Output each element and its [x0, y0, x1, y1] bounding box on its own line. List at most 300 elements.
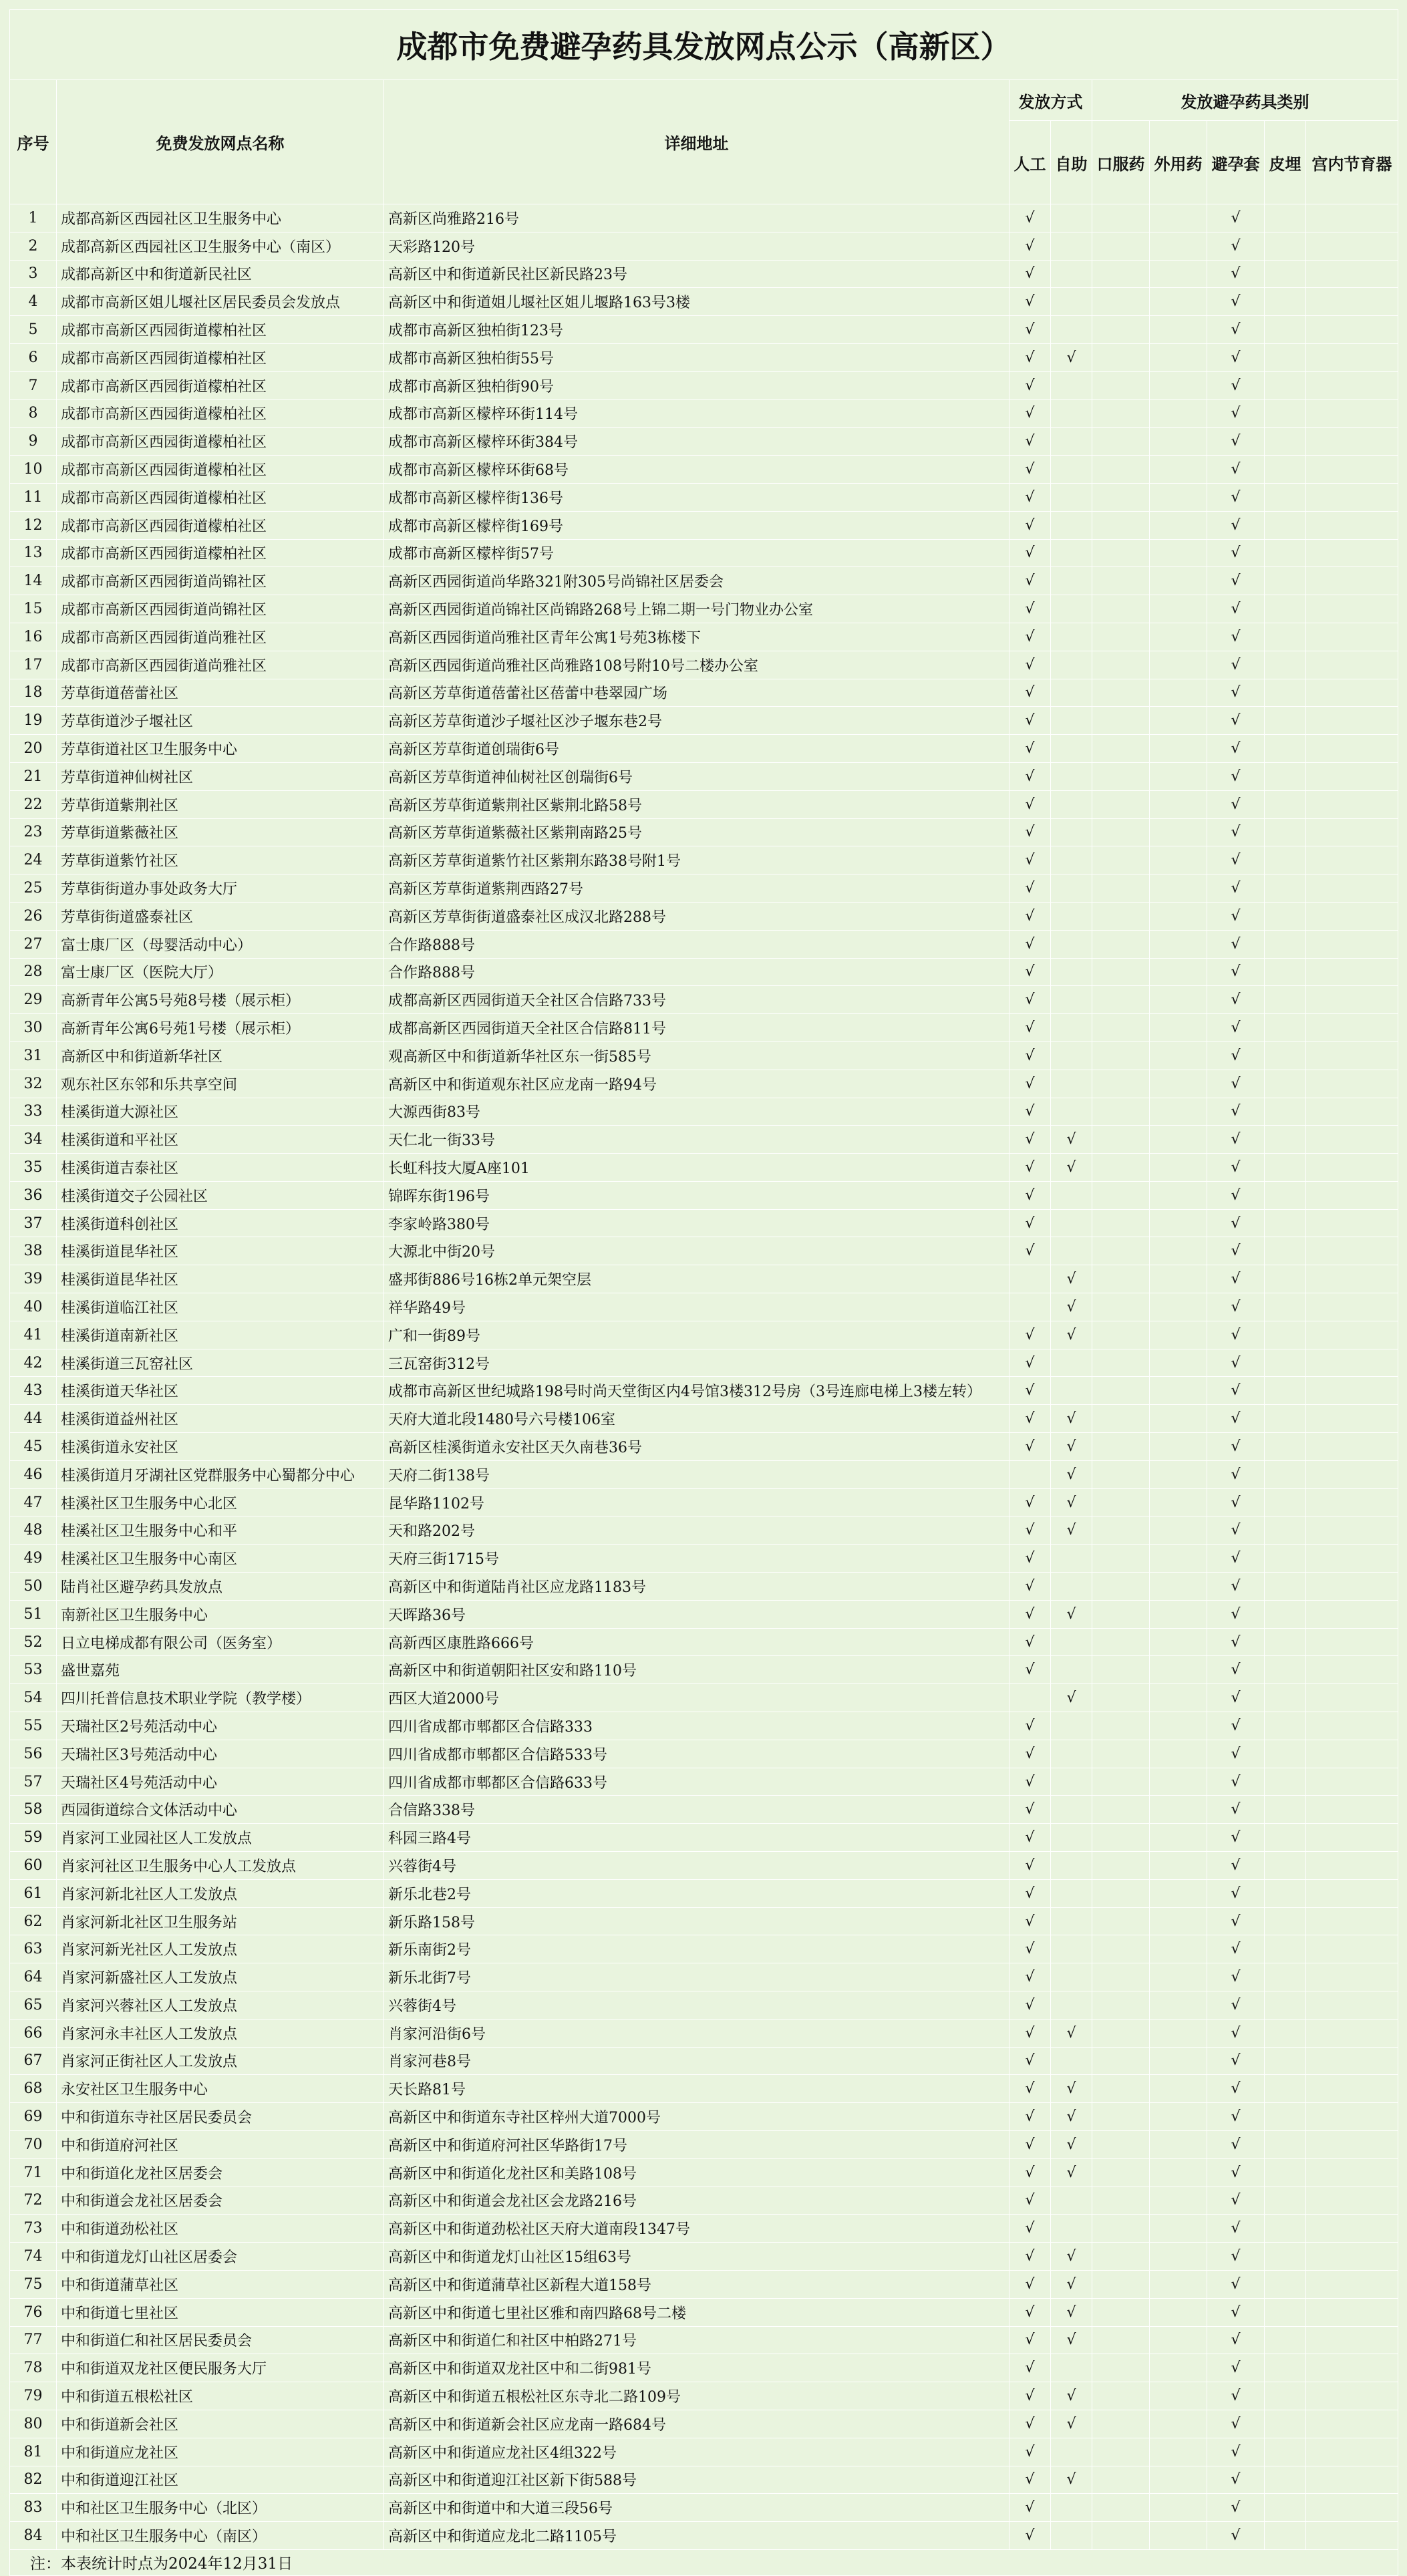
row-manual-check: √: [1009, 1768, 1051, 1796]
row-address: 李家岭路380号: [384, 1209, 1009, 1237]
row-oral-check: [1092, 1265, 1150, 1293]
row-address: 高新区芳草街道神仙树社区创瑞街6号: [384, 762, 1009, 790]
row-implant-check: [1265, 623, 1306, 651]
row-address: 四川省成都市郫都区合信路333: [384, 1712, 1009, 1740]
row-implant-check: [1265, 1321, 1306, 1349]
row-manual-check: √: [1009, 371, 1051, 399]
row-index: 23: [10, 818, 57, 846]
row-oral-check: [1092, 288, 1150, 316]
row-implant-check: [1265, 428, 1306, 456]
row-oral-check: [1092, 1852, 1150, 1880]
row-implant-check: [1265, 1349, 1306, 1377]
row-oral-check: [1092, 2047, 1150, 2075]
row-condom-check: √: [1207, 2047, 1265, 2075]
row-condom-check: √: [1207, 1154, 1265, 1182]
row-condom-check: √: [1207, 483, 1265, 511]
table-row: [10, 1712, 1398, 1740]
row-address: 高新区中和街道七里社区雅和南四路68号二楼: [384, 2298, 1009, 2326]
header-index: 序号: [10, 80, 57, 204]
row-outlet-name: 高新区中和街道新华社区: [57, 1041, 384, 1070]
row-external-check: [1150, 2158, 1207, 2187]
row-index: 8: [10, 399, 57, 428]
row-outlet-name: 中和街道会龙社区居委会: [57, 2187, 384, 2215]
row-index: 66: [10, 2019, 57, 2047]
row-implant-check: [1265, 1488, 1306, 1516]
table-row: [10, 930, 1398, 958]
row-condom-check: √: [1207, 762, 1265, 790]
row-address: 高新区中和街道龙灯山社区15组63号: [384, 2243, 1009, 2271]
footnote: 注：本表统计时点为2024年12月31日: [10, 2549, 1398, 2575]
row-index: 14: [10, 567, 57, 595]
row-external-check: [1150, 2466, 1207, 2494]
row-external-check: [1150, 1321, 1207, 1349]
row-external-check: [1150, 456, 1207, 484]
row-outlet-name: 西园街道综合文体活动中心: [57, 1796, 384, 1824]
row-self-service-check: [1051, 735, 1092, 763]
row-iud-check: [1306, 735, 1398, 763]
row-external-check: [1150, 1460, 1207, 1488]
row-index: 38: [10, 1237, 57, 1265]
row-condom-check: √: [1207, 707, 1265, 735]
row-iud-check: [1306, 1963, 1398, 1991]
row-oral-check: [1092, 2326, 1150, 2354]
table-row: [10, 1209, 1398, 1237]
row-oral-check: [1092, 2215, 1150, 2243]
row-condom-check: √: [1207, 1460, 1265, 1488]
row-index: 77: [10, 2326, 57, 2354]
row-oral-check: [1092, 1041, 1150, 1070]
row-self-service-check: [1051, 2438, 1092, 2466]
row-iud-check: [1306, 288, 1398, 316]
row-self-service-check: [1051, 1796, 1092, 1824]
row-address: 合作路888号: [384, 958, 1009, 986]
row-iud-check: [1306, 1684, 1398, 1712]
row-manual-check: √: [1009, 595, 1051, 623]
row-outlet-name: 成都市高新区西园街道檬柏社区: [57, 316, 384, 344]
row-outlet-name: 中和街道仁和社区居民委员会: [57, 2326, 384, 2354]
row-address: 高新区中和街道新会社区应龙南一路684号: [384, 2410, 1009, 2438]
table-row: [10, 1796, 1398, 1824]
row-address: 高新区中和街道会龙社区会龙路216号: [384, 2187, 1009, 2215]
row-implant-check: [1265, 930, 1306, 958]
row-outlet-name: 芳草街道紫薇社区: [57, 818, 384, 846]
row-oral-check: [1092, 1963, 1150, 1991]
row-outlet-name: 芳草街街道办事处政务大厅: [57, 874, 384, 903]
row-implant-check: [1265, 1041, 1306, 1070]
row-address: 高新区中和街道化龙社区和美路108号: [384, 2158, 1009, 2187]
row-external-check: [1150, 1768, 1207, 1796]
row-implant-check: [1265, 1963, 1306, 1991]
row-index: 29: [10, 986, 57, 1014]
table-row: [10, 1041, 1398, 1070]
row-implant-check: [1265, 2410, 1306, 2438]
row-address: 肖家河巷8号: [384, 2047, 1009, 2075]
row-external-check: [1150, 1963, 1207, 1991]
row-manual-check: √: [1009, 930, 1051, 958]
row-manual-check: √: [1009, 2326, 1051, 2354]
row-self-service-check: √: [1051, 1405, 1092, 1433]
row-index: 52: [10, 1628, 57, 1656]
row-condom-check: √: [1207, 1573, 1265, 1601]
row-external-check: [1150, 2522, 1207, 2550]
row-implant-check: [1265, 2354, 1306, 2382]
row-manual-check: √: [1009, 2047, 1051, 2075]
row-outlet-name: 中和街道劲松社区: [57, 2215, 384, 2243]
row-address: 广和一街89号: [384, 1321, 1009, 1349]
row-oral-check: [1092, 483, 1150, 511]
row-oral-check: [1092, 204, 1150, 232]
table-row: [10, 483, 1398, 511]
row-condom-check: √: [1207, 2522, 1265, 2550]
row-manual-check: [1009, 1684, 1051, 1712]
row-self-service-check: √: [1051, 2410, 1092, 2438]
row-self-service-check: [1051, 902, 1092, 930]
row-oral-check: [1092, 874, 1150, 903]
row-manual-check: √: [1009, 428, 1051, 456]
row-outlet-name: 永安社区卫生服务中心: [57, 2075, 384, 2103]
row-address: 高新区中和街道陆肖社区应龙路1183号: [384, 1573, 1009, 1601]
row-iud-check: [1306, 2130, 1398, 2158]
row-self-service-check: [1051, 1237, 1092, 1265]
row-index: 83: [10, 2494, 57, 2522]
row-index: 20: [10, 735, 57, 763]
table-row: [10, 623, 1398, 651]
row-external-check: [1150, 1852, 1207, 1880]
header-condom: 避孕套: [1207, 121, 1265, 204]
row-index: 44: [10, 1405, 57, 1433]
row-iud-check: [1306, 343, 1398, 371]
row-manual-check: √: [1009, 288, 1051, 316]
row-address: 高新区中和街道观东社区应龙南一路94号: [384, 1070, 1009, 1098]
table-row: [10, 511, 1398, 539]
table-row: [10, 1824, 1398, 1852]
row-self-service-check: √: [1051, 2158, 1092, 2187]
row-manual-check: [1009, 1293, 1051, 1321]
row-external-check: [1150, 1991, 1207, 2020]
row-manual-check: √: [1009, 2494, 1051, 2522]
row-oral-check: [1092, 2354, 1150, 2382]
row-condom-check: √: [1207, 2075, 1265, 2103]
row-iud-check: [1306, 204, 1398, 232]
row-outlet-name: 高新青年公寓5号苑8号楼（展示柜）: [57, 986, 384, 1014]
row-condom-check: √: [1207, 260, 1265, 288]
row-implant-check: [1265, 1154, 1306, 1182]
row-condom-check: √: [1207, 2243, 1265, 2271]
row-self-service-check: [1051, 260, 1092, 288]
row-manual-check: √: [1009, 1879, 1051, 1907]
row-external-check: [1150, 288, 1207, 316]
row-oral-check: [1092, 846, 1150, 874]
row-implant-check: [1265, 2158, 1306, 2187]
table-row: [10, 2075, 1398, 2103]
row-index: 45: [10, 1433, 57, 1461]
row-manual-check: √: [1009, 399, 1051, 428]
row-external-check: [1150, 735, 1207, 763]
row-external-check: [1150, 2103, 1207, 2131]
row-implant-check: [1265, 1405, 1306, 1433]
row-external-check: [1150, 1405, 1207, 1433]
row-external-check: [1150, 204, 1207, 232]
row-external-check: [1150, 1545, 1207, 1573]
row-address: 成都市高新区檬梓街57号: [384, 539, 1009, 567]
row-manual-check: √: [1009, 567, 1051, 595]
row-iud-check: [1306, 1041, 1398, 1070]
table-row: [10, 2158, 1398, 2187]
table-row: [10, 2522, 1398, 2550]
table-row: [10, 371, 1398, 399]
row-iud-check: [1306, 874, 1398, 903]
row-outlet-name: 桂溪街道科创社区: [57, 1209, 384, 1237]
row-index: 17: [10, 651, 57, 679]
row-outlet-name: 中和街道龙灯山社区居委会: [57, 2243, 384, 2271]
row-index: 57: [10, 1768, 57, 1796]
row-manual-check: √: [1009, 2466, 1051, 2494]
row-outlet-name: 天瑞社区2号苑活动中心: [57, 1712, 384, 1740]
row-manual-check: √: [1009, 1935, 1051, 1963]
row-iud-check: [1306, 986, 1398, 1014]
row-condom-check: √: [1207, 428, 1265, 456]
row-external-check: [1150, 1712, 1207, 1740]
row-external-check: [1150, 2382, 1207, 2410]
row-iud-check: [1306, 1656, 1398, 1684]
row-index: 18: [10, 679, 57, 707]
row-self-service-check: √: [1051, 343, 1092, 371]
row-outlet-name: 成都市高新区西园街道檬柏社区: [57, 343, 384, 371]
row-oral-check: [1092, 456, 1150, 484]
row-oral-check: [1092, 762, 1150, 790]
row-index: 31: [10, 1041, 57, 1070]
row-external-check: [1150, 1740, 1207, 1768]
table-row: [10, 651, 1398, 679]
row-external-check: [1150, 1628, 1207, 1656]
row-iud-check: [1306, 1991, 1398, 2020]
table-row: [10, 2298, 1398, 2326]
row-implant-check: [1265, 762, 1306, 790]
row-external-check: [1150, 2494, 1207, 2522]
row-outlet-name: 中和街道双龙社区便民服务大厅: [57, 2354, 384, 2382]
row-self-service-check: √: [1051, 1600, 1092, 1628]
row-index: 37: [10, 1209, 57, 1237]
row-implant-check: [1265, 316, 1306, 344]
row-external-check: [1150, 2130, 1207, 2158]
row-manual-check: √: [1009, 735, 1051, 763]
row-outlet-name: 成都市高新区西园街道檬柏社区: [57, 539, 384, 567]
row-implant-check: [1265, 232, 1306, 260]
row-condom-check: √: [1207, 1265, 1265, 1293]
row-iud-check: [1306, 1879, 1398, 1907]
row-implant-check: [1265, 1628, 1306, 1656]
row-iud-check: [1306, 2103, 1398, 2131]
row-index: 60: [10, 1852, 57, 1880]
row-outlet-name: 肖家河兴蓉社区人工发放点: [57, 1991, 384, 2020]
row-outlet-name: 中和街道府河社区: [57, 2130, 384, 2158]
row-index: 69: [10, 2103, 57, 2131]
row-external-check: [1150, 232, 1207, 260]
row-manual-check: √: [1009, 790, 1051, 818]
row-index: 58: [10, 1796, 57, 1824]
table-row: [10, 260, 1398, 288]
row-manual-check: √: [1009, 1573, 1051, 1601]
row-iud-check: [1306, 2270, 1398, 2298]
row-index: 5: [10, 316, 57, 344]
row-manual-check: √: [1009, 623, 1051, 651]
table-row: [10, 288, 1398, 316]
row-implant-check: [1265, 2075, 1306, 2103]
row-condom-check: √: [1207, 1070, 1265, 1098]
row-manual-check: √: [1009, 1070, 1051, 1098]
row-external-check: [1150, 1488, 1207, 1516]
row-external-check: [1150, 762, 1207, 790]
row-address: 高新西区康胜路666号: [384, 1628, 1009, 1656]
row-manual-check: √: [1009, 1628, 1051, 1656]
row-implant-check: [1265, 1460, 1306, 1488]
row-oral-check: [1092, 567, 1150, 595]
row-iud-check: [1306, 1209, 1398, 1237]
row-iud-check: [1306, 958, 1398, 986]
table-row: [10, 2270, 1398, 2298]
row-external-check: [1150, 2187, 1207, 2215]
row-self-service-check: [1051, 1824, 1092, 1852]
row-iud-check: [1306, 2158, 1398, 2187]
row-external-check: [1150, 595, 1207, 623]
row-index: 21: [10, 762, 57, 790]
row-index: 41: [10, 1321, 57, 1349]
row-outlet-name: 富士康厂区（母婴活动中心）: [57, 930, 384, 958]
row-condom-check: √: [1207, 735, 1265, 763]
row-address: 高新区芳草街道沙子堰社区沙子堰东巷2号: [384, 707, 1009, 735]
row-outlet-name: 肖家河新光社区人工发放点: [57, 1935, 384, 1963]
row-condom-check: √: [1207, 679, 1265, 707]
row-self-service-check: [1051, 1181, 1092, 1209]
row-iud-check: [1306, 818, 1398, 846]
table-row: [10, 846, 1398, 874]
row-implant-check: [1265, 2298, 1306, 2326]
row-condom-check: √: [1207, 1796, 1265, 1824]
row-condom-check: √: [1207, 902, 1265, 930]
row-address: 三瓦窑街312号: [384, 1349, 1009, 1377]
row-outlet-name: 成都市高新区西园街道檬柏社区: [57, 428, 384, 456]
row-index: 65: [10, 1991, 57, 2020]
row-condom-check: √: [1207, 1321, 1265, 1349]
row-iud-check: [1306, 1098, 1398, 1126]
row-index: 75: [10, 2270, 57, 2298]
table-row: [10, 2103, 1398, 2131]
row-address: 大源北中街20号: [384, 1237, 1009, 1265]
row-manual-check: √: [1009, 483, 1051, 511]
row-self-service-check: √: [1051, 2075, 1092, 2103]
table-row: [10, 595, 1398, 623]
row-index: 33: [10, 1098, 57, 1126]
row-outlet-name: 桂溪社区卫生服务中心南区: [57, 1545, 384, 1573]
row-implant-check: [1265, 902, 1306, 930]
row-outlet-name: 中和街道化龙社区居委会: [57, 2158, 384, 2187]
row-manual-check: √: [1009, 1824, 1051, 1852]
row-implant-check: [1265, 1879, 1306, 1907]
row-oral-check: [1092, 2130, 1150, 2158]
table-row: [10, 1991, 1398, 2020]
row-external-check: [1150, 2326, 1207, 2354]
row-iud-check: [1306, 1293, 1398, 1321]
row-implant-check: [1265, 1684, 1306, 1712]
row-address: 高新区中和街道仁和社区中柏路271号: [384, 2326, 1009, 2354]
row-iud-check: [1306, 1600, 1398, 1628]
header-iud: 宫内节育器: [1306, 121, 1398, 204]
row-condom-check: √: [1207, 1740, 1265, 1768]
row-self-service-check: [1051, 1573, 1092, 1601]
row-outlet-name: 桂溪街道大源社区: [57, 1098, 384, 1126]
row-manual-check: √: [1009, 1656, 1051, 1684]
row-iud-check: [1306, 595, 1398, 623]
row-outlet-name: 中和街道迎江社区: [57, 2466, 384, 2494]
row-condom-check: √: [1207, 399, 1265, 428]
row-oral-check: [1092, 2243, 1150, 2271]
row-address: 成都市高新区檬梓环街114号: [384, 399, 1009, 428]
table-row: [10, 343, 1398, 371]
row-address: 高新区芳草街道紫荆西路27号: [384, 874, 1009, 903]
table-row: [10, 2354, 1398, 2382]
row-oral-check: [1092, 539, 1150, 567]
row-implant-check: [1265, 1852, 1306, 1880]
row-self-service-check: √: [1051, 1433, 1092, 1461]
row-address: 合信路338号: [384, 1796, 1009, 1824]
row-iud-check: [1306, 1433, 1398, 1461]
row-outlet-name: 桂溪街道和平社区: [57, 1126, 384, 1154]
row-index: 26: [10, 902, 57, 930]
row-manual-check: √: [1009, 651, 1051, 679]
row-implant-check: [1265, 986, 1306, 1014]
row-outlet-name: 芳草街道神仙树社区: [57, 762, 384, 790]
row-address: 成都高新区西园街道天全社区合信路811号: [384, 1014, 1009, 1042]
row-outlet-name: 芳草街道蓓蕾社区: [57, 679, 384, 707]
table-row: [10, 567, 1398, 595]
row-manual-check: √: [1009, 2354, 1051, 2382]
row-address: 成都市高新区檬梓环街384号: [384, 428, 1009, 456]
row-condom-check: √: [1207, 1712, 1265, 1740]
row-condom-check: √: [1207, 958, 1265, 986]
row-address: 兴蓉街4号: [384, 1991, 1009, 2020]
row-external-check: [1150, 1684, 1207, 1712]
row-implant-check: [1265, 288, 1306, 316]
row-manual-check: [1009, 1265, 1051, 1293]
row-oral-check: [1092, 260, 1150, 288]
row-index: 74: [10, 2243, 57, 2271]
row-outlet-name: 南新社区卫生服务中心: [57, 1600, 384, 1628]
row-iud-check: [1306, 1126, 1398, 1154]
row-iud-check: [1306, 930, 1398, 958]
row-implant-check: [1265, 399, 1306, 428]
row-external-check: [1150, 846, 1207, 874]
row-self-service-check: [1051, 2187, 1092, 2215]
row-index: 16: [10, 623, 57, 651]
row-self-service-check: √: [1051, 1154, 1092, 1182]
row-address: 高新区芳草街道蓓蕾社区蓓蕾中巷翠园广场: [384, 679, 1009, 707]
row-external-check: [1150, 1433, 1207, 1461]
row-outlet-name: 芳草街道沙子堰社区: [57, 707, 384, 735]
row-external-check: [1150, 1600, 1207, 1628]
row-outlet-name: 陆肖社区避孕药具发放点: [57, 1573, 384, 1601]
row-iud-check: [1306, 1545, 1398, 1573]
row-oral-check: [1092, 679, 1150, 707]
row-external-check: [1150, 1237, 1207, 1265]
row-outlet-name: 桂溪街道交子公园社区: [57, 1181, 384, 1209]
row-index: 47: [10, 1488, 57, 1516]
row-oral-check: [1092, 818, 1150, 846]
row-outlet-name: 肖家河永丰社区人工发放点: [57, 2019, 384, 2047]
row-iud-check: [1306, 1181, 1398, 1209]
row-outlet-name: 中和街道蒲草社区: [57, 2270, 384, 2298]
row-address: 天彩路120号: [384, 232, 1009, 260]
row-outlet-name: 天瑞社区4号苑活动中心: [57, 1768, 384, 1796]
